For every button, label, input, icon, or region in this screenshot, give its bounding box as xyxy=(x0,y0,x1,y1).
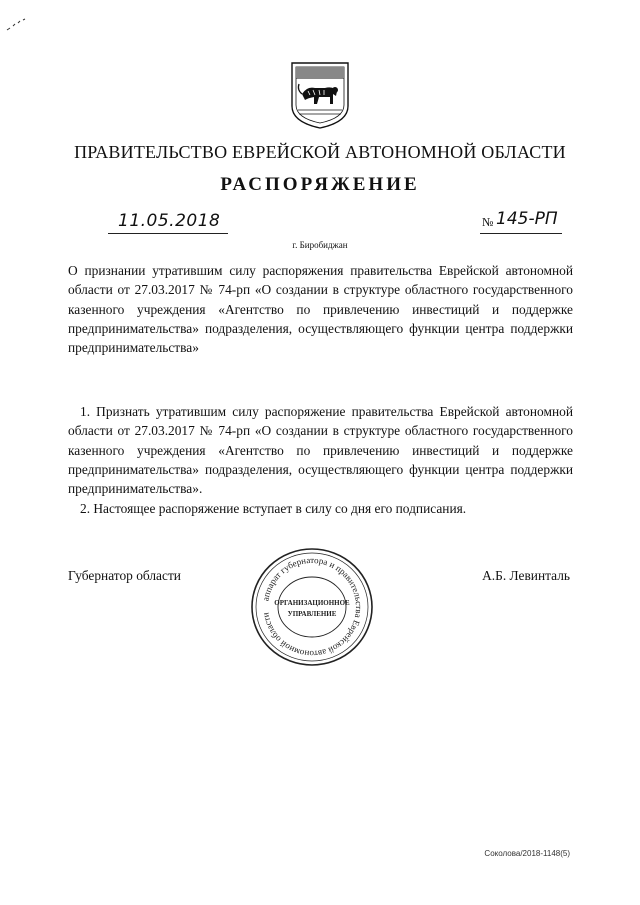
signatory-position: Губернатор области xyxy=(68,568,181,583)
document-type-heading: РАСПОРЯЖЕНИЕ xyxy=(220,174,420,195)
coat-of-arms-tiger-icon xyxy=(289,60,351,130)
document-subject: О признании утратившим силу распоряжения правительства Еврейской автономной области от 27.03.2017 № 74-рп «О создании в структуре областного государственного казенного учреждения «Агентство по привлечению инвестиций и поддержке предпринимательства» подразделения, осуществляющего функции центра поддержки предпринимательства» xyxy=(68,263,573,356)
order-item-1: 1. Признать утратившим силу распоряжение правительства Еврейской автономной области от 27.03.2017 № 74-рп «О создании в структуре областного государственного казенного учреждения «Агентство по привлечению инвестиций и поддержке предпринимательства» подразделения, осуществляющего функции центра поддержки предпринимательства». xyxy=(68,404,573,497)
signatory-name: А.Б. Левинталь xyxy=(482,568,570,583)
document-number: 145-РП xyxy=(496,209,558,229)
footer-reference: Соколова/2018-1148(5) xyxy=(484,849,570,858)
svg-text:УПРАВЛЕНИЕ: УПРАВЛЕНИЕ xyxy=(287,610,337,618)
svg-text:ОРГАНИЗАЦИОННОЕ: ОРГАНИЗАЦИОННОЕ xyxy=(274,599,350,607)
order-item-2: 2. Настоящее распоряжение вступает в силу со дня его подписания. xyxy=(80,501,467,516)
number-underline xyxy=(480,233,562,234)
corner-mark xyxy=(6,18,28,32)
svg-text:аппарат губернатора и правител: аппарат губернатора и правительства Еврейской автономной области xyxy=(260,554,365,660)
organization-title: ПРАВИТЕЛЬСТВО ЕВРЕЙСКОЙ АВТОНОМНОЙ ОБЛАСТИ xyxy=(74,142,566,162)
official-stamp xyxy=(247,545,377,670)
document-date: 11.05.2018 xyxy=(118,211,221,231)
city-name: г. Биробиджан xyxy=(292,240,348,250)
date-underline xyxy=(108,233,228,234)
number-sign: № xyxy=(482,215,494,229)
